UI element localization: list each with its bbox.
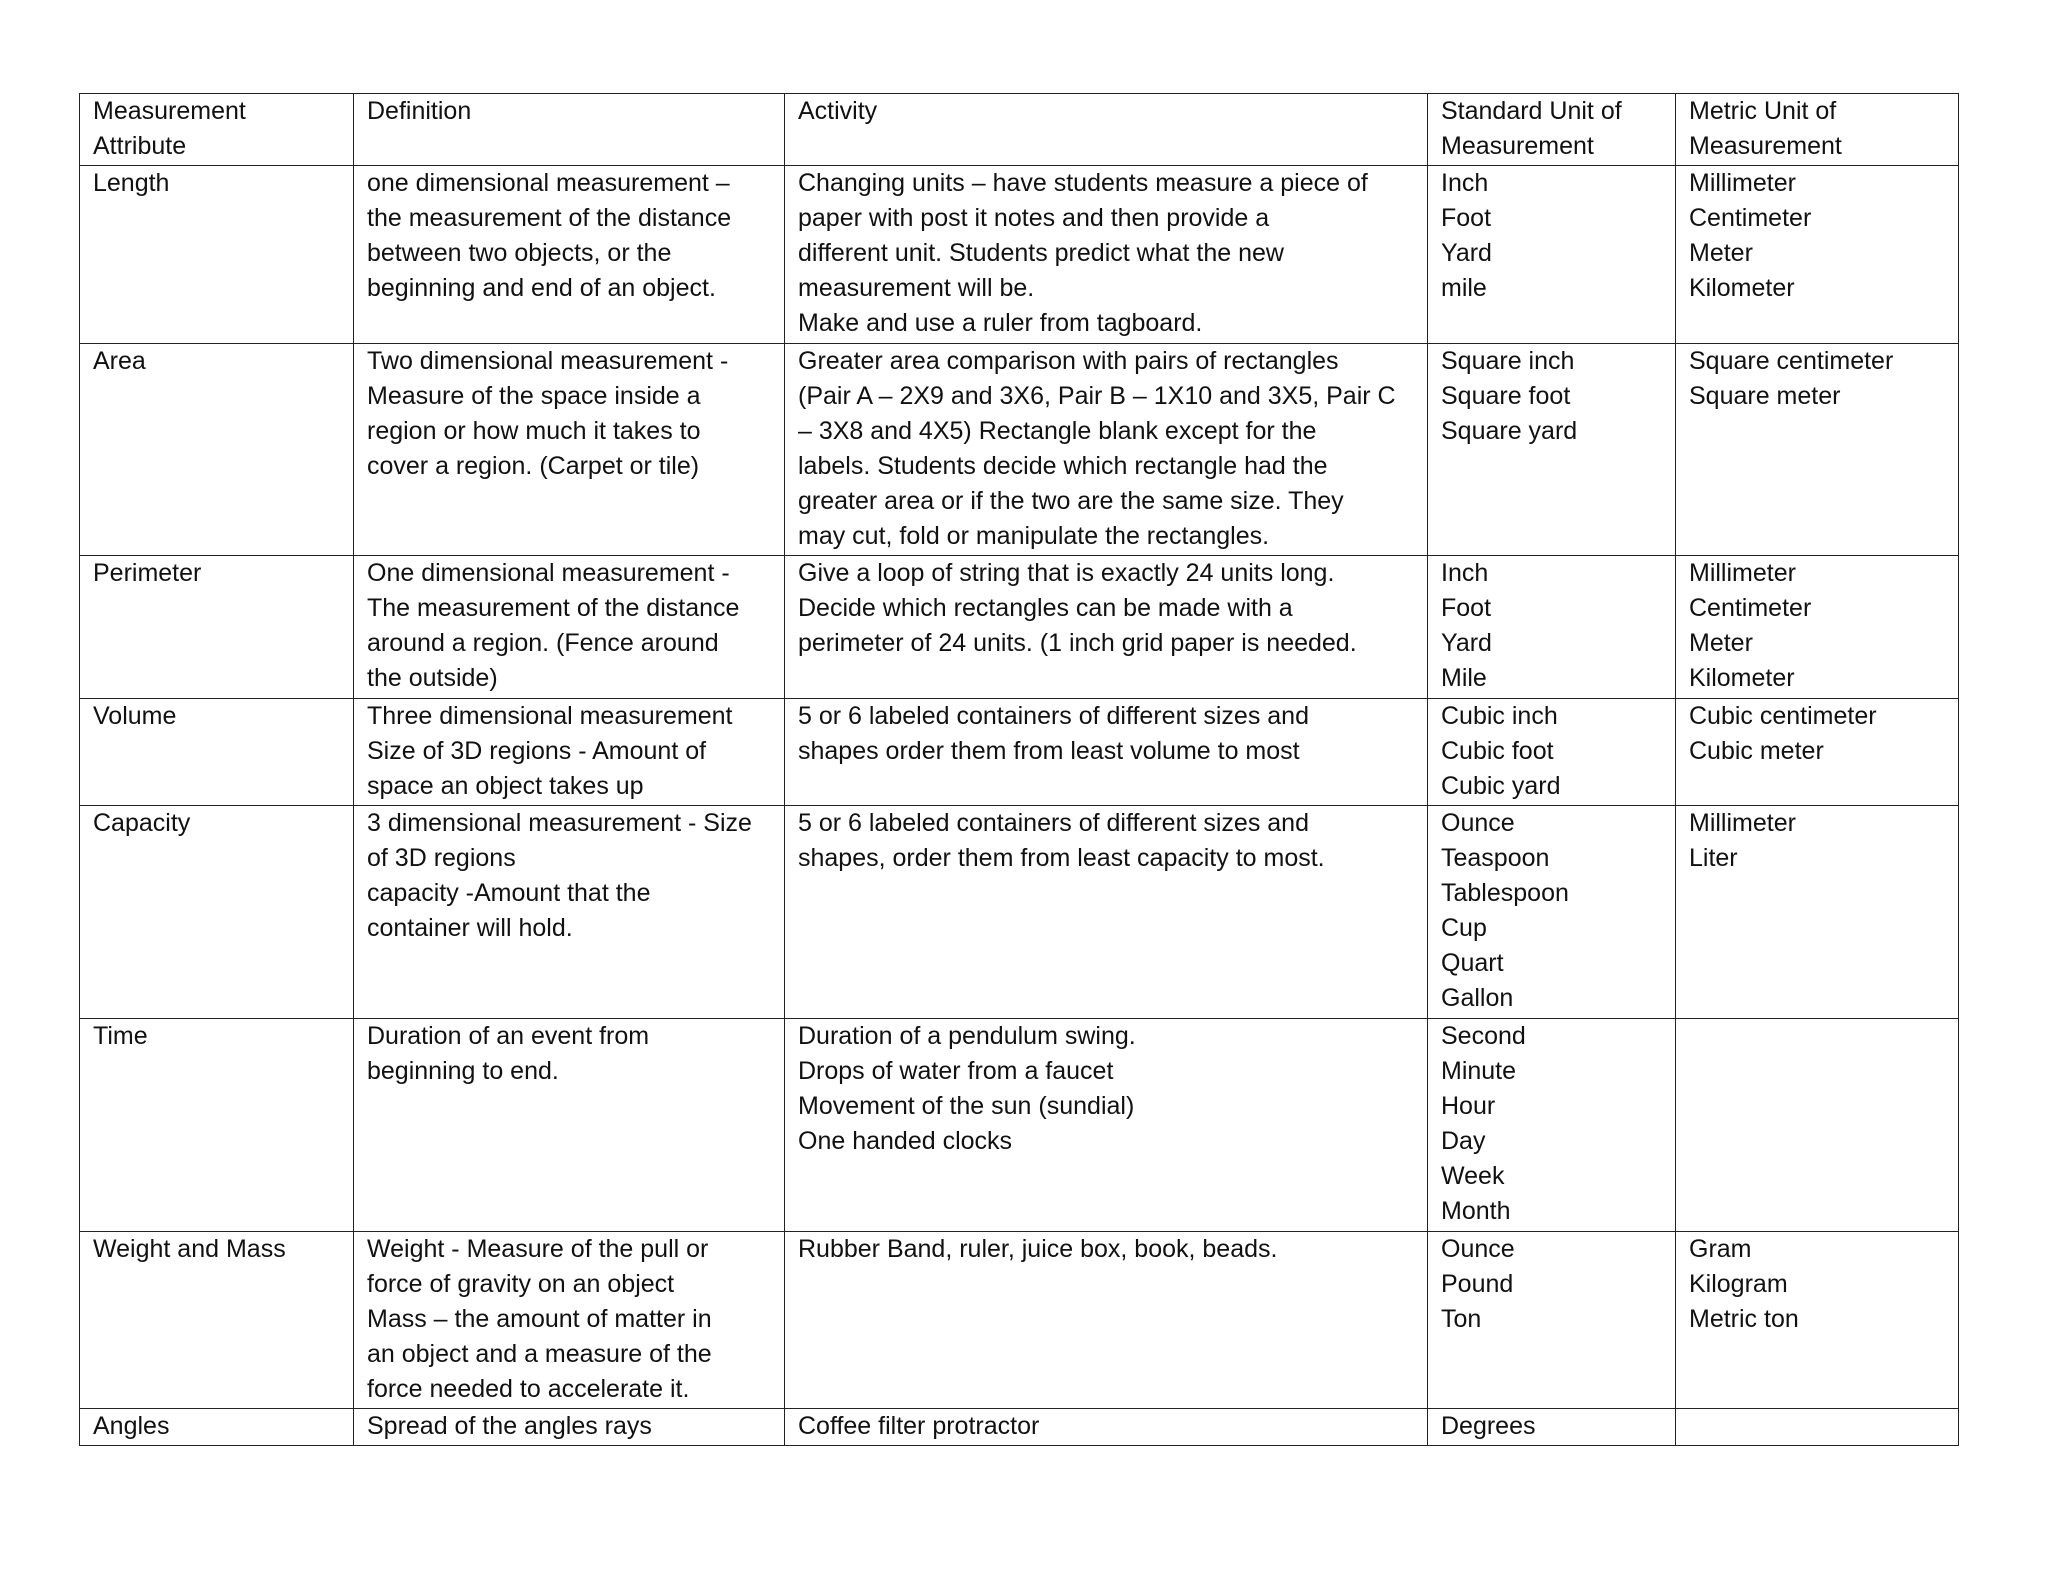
activity-cell — [785, 1409, 1428, 1446]
cell-text-line: Gallon — [1441, 984, 1514, 1012]
definition-cell — [354, 166, 785, 344]
cell-text-line: beginning and end of an object. — [367, 274, 716, 302]
cell-text-line: Square foot — [1441, 382, 1571, 410]
cell-text-line: greater area or if the two are the same size. They — [798, 487, 1344, 515]
cell-text-line: shapes order them from least volume to most — [798, 737, 1300, 765]
cell-text-line: Cubic meter — [1689, 737, 1824, 765]
definition-cell — [354, 556, 785, 699]
activity-cell — [785, 1019, 1428, 1232]
cell-text-line: Ounce — [1441, 809, 1515, 837]
cell-text-line: The measurement of the distance — [367, 594, 740, 622]
standard-unit-cell — [1428, 556, 1676, 699]
definition-cell — [354, 344, 785, 556]
cell-text-line: Yard — [1441, 239, 1492, 267]
cell-text-line: One dimensional measurement - — [367, 559, 730, 587]
cell-text-line: Kilogram — [1689, 1270, 1788, 1298]
cell-text-line: Millimeter — [1689, 559, 1796, 587]
cell-text-line: container will hold. — [367, 914, 573, 942]
attribute-cell — [80, 344, 354, 556]
cell-text-line: Coffee filter protractor — [798, 1412, 1040, 1440]
cell-text-line: Drops of water from a faucet — [798, 1057, 1114, 1085]
cell-text-line: different unit. Students predict what the new — [798, 239, 1284, 267]
activity-cell — [785, 806, 1428, 1019]
cell-text-line: force needed to accelerate it. — [367, 1375, 690, 1403]
cell-text-line: Inch — [1441, 169, 1489, 197]
cell-text-line: Mile — [1441, 664, 1487, 692]
metric-unit-cell — [1676, 1232, 1959, 1409]
standard-unit-cell — [1428, 166, 1676, 344]
cell-text-line: Mass – the amount of matter in — [367, 1305, 712, 1333]
cell-text-line: Centimeter — [1689, 204, 1812, 232]
standard-unit-cell — [1428, 699, 1676, 806]
cell-text-line: Greater area comparison with pairs of rectangles — [798, 347, 1339, 375]
activity-cell — [785, 166, 1428, 344]
cell-text-line: 5 or 6 labeled containers of different sizes and — [798, 809, 1309, 837]
cell-text-line: Square inch — [1441, 347, 1575, 375]
cell-text-line: Size of 3D regions - Amount of — [367, 737, 707, 765]
cell-text-line: Kilometer — [1689, 274, 1795, 302]
cell-text-line: Millimeter — [1689, 169, 1796, 197]
cell-text-line: Week — [1441, 1162, 1505, 1190]
cell-text-line: Give a loop of string that is exactly 24 units long. — [798, 559, 1335, 587]
cell-text-line: Cubic yard — [1441, 772, 1561, 800]
cell-text-line: Duration of an event from — [367, 1022, 650, 1050]
cell-text-line: Quart — [1441, 949, 1504, 977]
cell-text-line: Minute — [1441, 1057, 1517, 1085]
header-text-line: Measurement — [1689, 132, 1842, 160]
activity-cell — [785, 556, 1428, 699]
metric-unit-cell — [1676, 1019, 1959, 1232]
attribute-cell — [80, 1019, 354, 1232]
cell-text-line: Ounce — [1441, 1235, 1515, 1263]
cell-text-line: capacity -Amount that the — [367, 879, 651, 907]
table-row — [80, 699, 1959, 806]
metric-unit-cell — [1676, 1409, 1959, 1446]
cell-text-line: Day — [1441, 1127, 1486, 1155]
attribute-cell — [80, 1232, 354, 1409]
attribute-cell — [80, 699, 354, 806]
cell-text-line: Three dimensional measurement — [367, 702, 733, 730]
cell-text-line: Movement of the sun (sundial) — [798, 1092, 1135, 1120]
cell-text-line: Foot — [1441, 594, 1492, 622]
attribute-name: Angles — [93, 1412, 170, 1440]
attribute-name: Area — [93, 347, 146, 375]
header-definition — [354, 94, 785, 166]
cell-text-line: beginning to end. — [367, 1057, 559, 1085]
table-row — [80, 1232, 1959, 1409]
cell-text-line: the measurement of the distance — [367, 204, 732, 232]
cell-text-line: paper with post it notes and then provide a — [798, 204, 1270, 232]
cell-text-line: around a region. (Fence around — [367, 629, 719, 657]
cell-text-line: Centimeter — [1689, 594, 1812, 622]
attribute-cell — [80, 166, 354, 344]
attribute-name: Volume — [93, 702, 177, 730]
table-row — [80, 556, 1959, 699]
cell-text-line: Month — [1441, 1197, 1511, 1225]
header-text-line: Attribute — [93, 132, 187, 160]
definition-cell — [354, 1409, 785, 1446]
table-row — [80, 1409, 1959, 1446]
cell-text-line: Square meter — [1689, 382, 1841, 410]
table-header — [80, 94, 1959, 166]
cell-text-line: Duration of a pendulum swing. — [798, 1022, 1136, 1050]
cell-text-line: Square centimeter — [1689, 347, 1894, 375]
cell-text-line: Teaspoon — [1441, 844, 1550, 872]
cell-text-line: Kilometer — [1689, 664, 1795, 692]
cell-text-line: – 3X8 and 4X5) Rectangle blank except for the — [798, 417, 1317, 445]
metric-unit-cell — [1676, 556, 1959, 699]
cell-text-line: Square yard — [1441, 417, 1578, 445]
cell-text-line: of 3D regions — [367, 844, 516, 872]
cell-text-line: force of gravity on an object — [367, 1270, 675, 1298]
standard-unit-cell — [1428, 1019, 1676, 1232]
metric-unit-cell — [1676, 806, 1959, 1019]
header-standard-unit — [1428, 94, 1676, 166]
cell-text-line: Make and use a ruler from tagboard. — [798, 309, 1203, 337]
cell-text-line: Inch — [1441, 559, 1489, 587]
cell-text-line: Decide which rectangles can be made with a — [798, 594, 1293, 622]
standard-unit-cell — [1428, 1232, 1676, 1409]
table-row — [80, 344, 1959, 556]
cell-text-line: Second — [1441, 1022, 1526, 1050]
standard-unit-cell — [1428, 806, 1676, 1019]
cell-text-line: Pound — [1441, 1270, 1514, 1298]
cell-text-line: 5 or 6 labeled containers of different sizes and — [798, 702, 1309, 730]
cell-text-line: the outside) — [367, 664, 498, 692]
attribute-cell — [80, 556, 354, 699]
attribute-name: Weight and Mass — [93, 1235, 286, 1263]
metric-unit-cell — [1676, 166, 1959, 344]
metric-unit-cell — [1676, 344, 1959, 556]
header-metric-unit — [1676, 94, 1959, 166]
cell-text-line: may cut, fold or manipulate the rectangles. — [798, 522, 1270, 550]
header-text-line: Metric Unit of — [1689, 97, 1837, 125]
cell-text-line: Hour — [1441, 1092, 1496, 1120]
table-row — [80, 806, 1959, 1019]
cell-text-line: shapes, order them from least capacity to most. — [798, 844, 1325, 872]
header-text-line: Standard Unit of — [1441, 97, 1622, 125]
header-text-line: Measurement — [93, 97, 246, 125]
attribute-name: Length — [93, 169, 170, 197]
cell-text-line: Cubic foot — [1441, 737, 1554, 765]
cell-text-line: Foot — [1441, 204, 1492, 232]
cell-text-line: Weight - Measure of the pull or — [367, 1235, 709, 1263]
cell-text-line: one dimensional measurement – — [367, 169, 730, 197]
cell-text-line: 3 dimensional measurement - Size — [367, 809, 752, 837]
cell-text-line: region or how much it takes to — [367, 417, 701, 445]
cell-text-line: mile — [1441, 274, 1487, 302]
attribute-cell — [80, 1409, 354, 1446]
header-activity — [785, 94, 1428, 166]
definition-cell — [354, 699, 785, 806]
definition-cell — [354, 1232, 785, 1409]
metric-unit-cell — [1676, 699, 1959, 806]
definition-cell — [354, 1019, 785, 1232]
header-text-line: Activity — [798, 97, 878, 125]
cell-text-line: Gram — [1689, 1235, 1752, 1263]
cell-text-line: Tablespoon — [1441, 879, 1569, 907]
cell-text-line: Liter — [1689, 844, 1738, 872]
activity-cell — [785, 344, 1428, 556]
cell-text-line: Cup — [1441, 914, 1487, 942]
cell-text-line: Cubic centimeter — [1689, 702, 1877, 730]
attribute-cell — [80, 806, 354, 1019]
cell-text-line: Degrees — [1441, 1412, 1536, 1440]
table-body — [80, 166, 1959, 1446]
table-row — [80, 166, 1959, 344]
standard-unit-cell — [1428, 1409, 1676, 1446]
header-row — [80, 94, 1959, 166]
cell-text-line: perimeter of 24 units. (1 inch grid paper is needed. — [798, 629, 1357, 657]
cell-text-line: Rubber Band, ruler, juice box, book, beads. — [798, 1235, 1278, 1263]
cell-text-line: an object and a measure of the — [367, 1340, 712, 1368]
cell-text-line: One handed clocks — [798, 1127, 1013, 1155]
table-row — [80, 1019, 1959, 1232]
attribute-name: Time — [93, 1022, 148, 1050]
header-measurement-attribute — [80, 94, 354, 166]
cell-text-line: Ton — [1441, 1305, 1482, 1333]
cell-text-line: cover a region. (Carpet or tile) — [367, 452, 700, 480]
cell-text-line: Measure of the space inside a — [367, 382, 701, 410]
cell-text-line: Metric ton — [1689, 1305, 1799, 1333]
cell-text-line: space an object takes up — [367, 772, 644, 800]
activity-cell — [785, 699, 1428, 806]
header-text-line: Measurement — [1441, 132, 1594, 160]
cell-text-line: Two dimensional measurement - — [367, 347, 729, 375]
cell-text-line: Meter — [1689, 629, 1753, 657]
standard-unit-cell — [1428, 344, 1676, 556]
cell-text-line: (Pair A – 2X9 and 3X6, Pair B – 1X10 and 3X5, Pair C — [798, 382, 1396, 410]
cell-text-line: Meter — [1689, 239, 1753, 267]
cell-text-line: labels. Students decide which rectangle had the — [798, 452, 1328, 480]
measurement-table — [79, 93, 1959, 1446]
attribute-name: Perimeter — [93, 559, 202, 587]
cell-text-line: between two objects, or the — [367, 239, 672, 267]
definition-cell — [354, 806, 785, 1019]
cell-text-line: measurement will be. — [798, 274, 1035, 302]
cell-text-line: Spread of the angles rays — [367, 1412, 652, 1440]
header-text-line: Definition — [367, 97, 472, 125]
cell-text-line: Yard — [1441, 629, 1492, 657]
cell-text-line: Millimeter — [1689, 809, 1796, 837]
cell-text-line: Cubic inch — [1441, 702, 1558, 730]
activity-cell — [785, 1232, 1428, 1409]
cell-text-line: Changing units – have students measure a piece of — [798, 169, 1368, 197]
attribute-name: Capacity — [93, 809, 191, 837]
